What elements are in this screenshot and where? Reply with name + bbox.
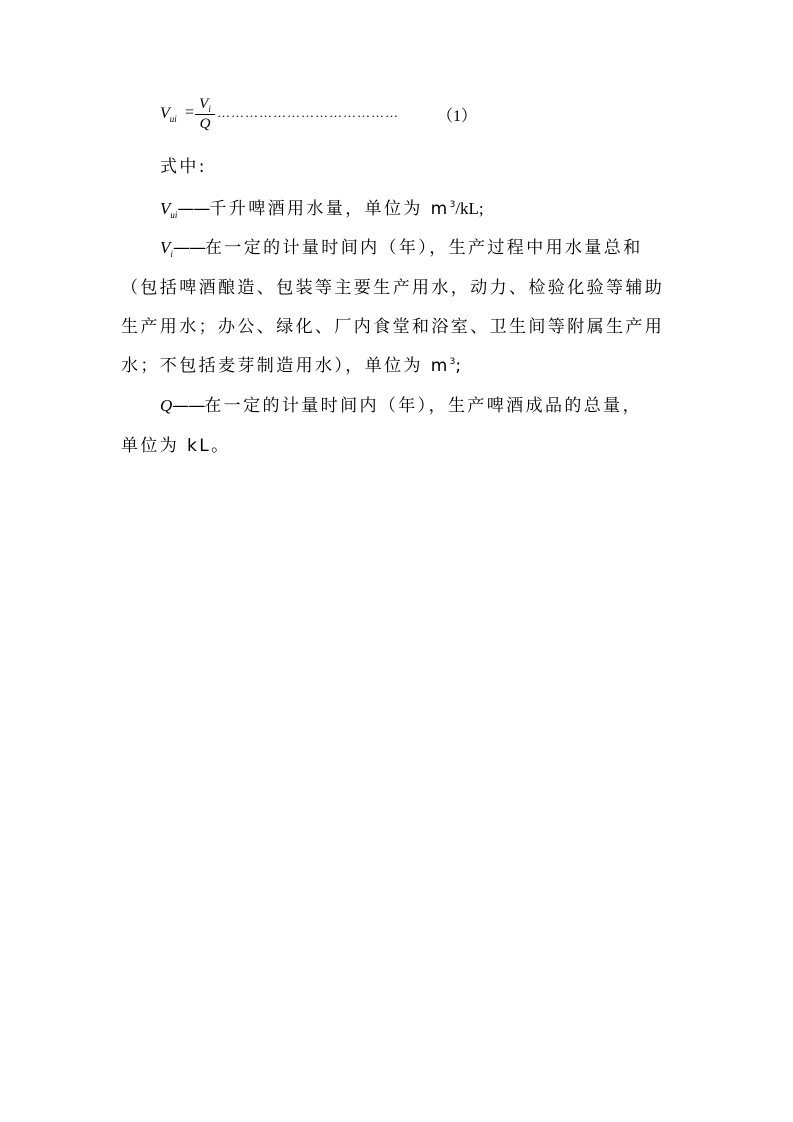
- vi-unit-sup: 3: [449, 357, 456, 367]
- fraction-denominator: Q: [199, 116, 211, 132]
- formula-equals: =: [185, 104, 195, 121]
- vui-var: V: [160, 199, 171, 218]
- vui-text-end: /kL;: [455, 199, 484, 218]
- vui-sub: ui: [170, 210, 178, 220]
- vui-unit-sup: 3: [449, 200, 456, 210]
- definition-vi-line2: （包括啤酒酿造、包装等主要生产用水，动力、检验化验等辅助: [121, 278, 665, 298]
- formula-lhs: [160, 105, 177, 123]
- q-dash: ——: [172, 396, 205, 416]
- vi-var: V: [160, 238, 171, 257]
- formula-leader-dots: …………………………………: [217, 105, 399, 120]
- numerator-sub: i: [208, 104, 211, 114]
- vui-text: 千升啤酒用水量，单位为 m: [209, 199, 450, 219]
- q-var: Q: [160, 396, 173, 415]
- vi-line4-text: 水；不包括麦芽制造用水），单位为 m: [121, 356, 450, 376]
- vi-dash: ——: [172, 238, 205, 258]
- vi-line1-text: 在一定的计量时间内（年），生产过程中用水量总和: [204, 238, 643, 258]
- definition-q-line1: [160, 396, 720, 416]
- definition-vi-line1: [160, 238, 720, 260]
- formula-fraction: [194, 95, 216, 133]
- formula-lhs-var: V: [160, 105, 170, 122]
- definition-vui: [160, 199, 720, 222]
- definition-vi-line4: [121, 356, 681, 379]
- numerator-var: V: [199, 96, 209, 112]
- equation-number: （1）: [437, 108, 478, 125]
- vi-line4-end: ;: [455, 356, 464, 376]
- vi-sub: i: [170, 249, 173, 259]
- where-label: 式中:: [160, 157, 207, 177]
- q-line1-text: 在一定的计量时间内（年），生产啤酒成品的总量，: [204, 396, 642, 416]
- definition-q-line2: 单位为 kL。: [121, 436, 231, 456]
- definition-vi-line3: 生产用水；办公、绿化、厂内食堂和浴室、卫生间等附属生产用: [121, 317, 665, 337]
- vui-dash: ——: [177, 199, 210, 219]
- formula-lhs-sub: ui: [169, 114, 177, 124]
- fraction-numerator: [194, 95, 216, 114]
